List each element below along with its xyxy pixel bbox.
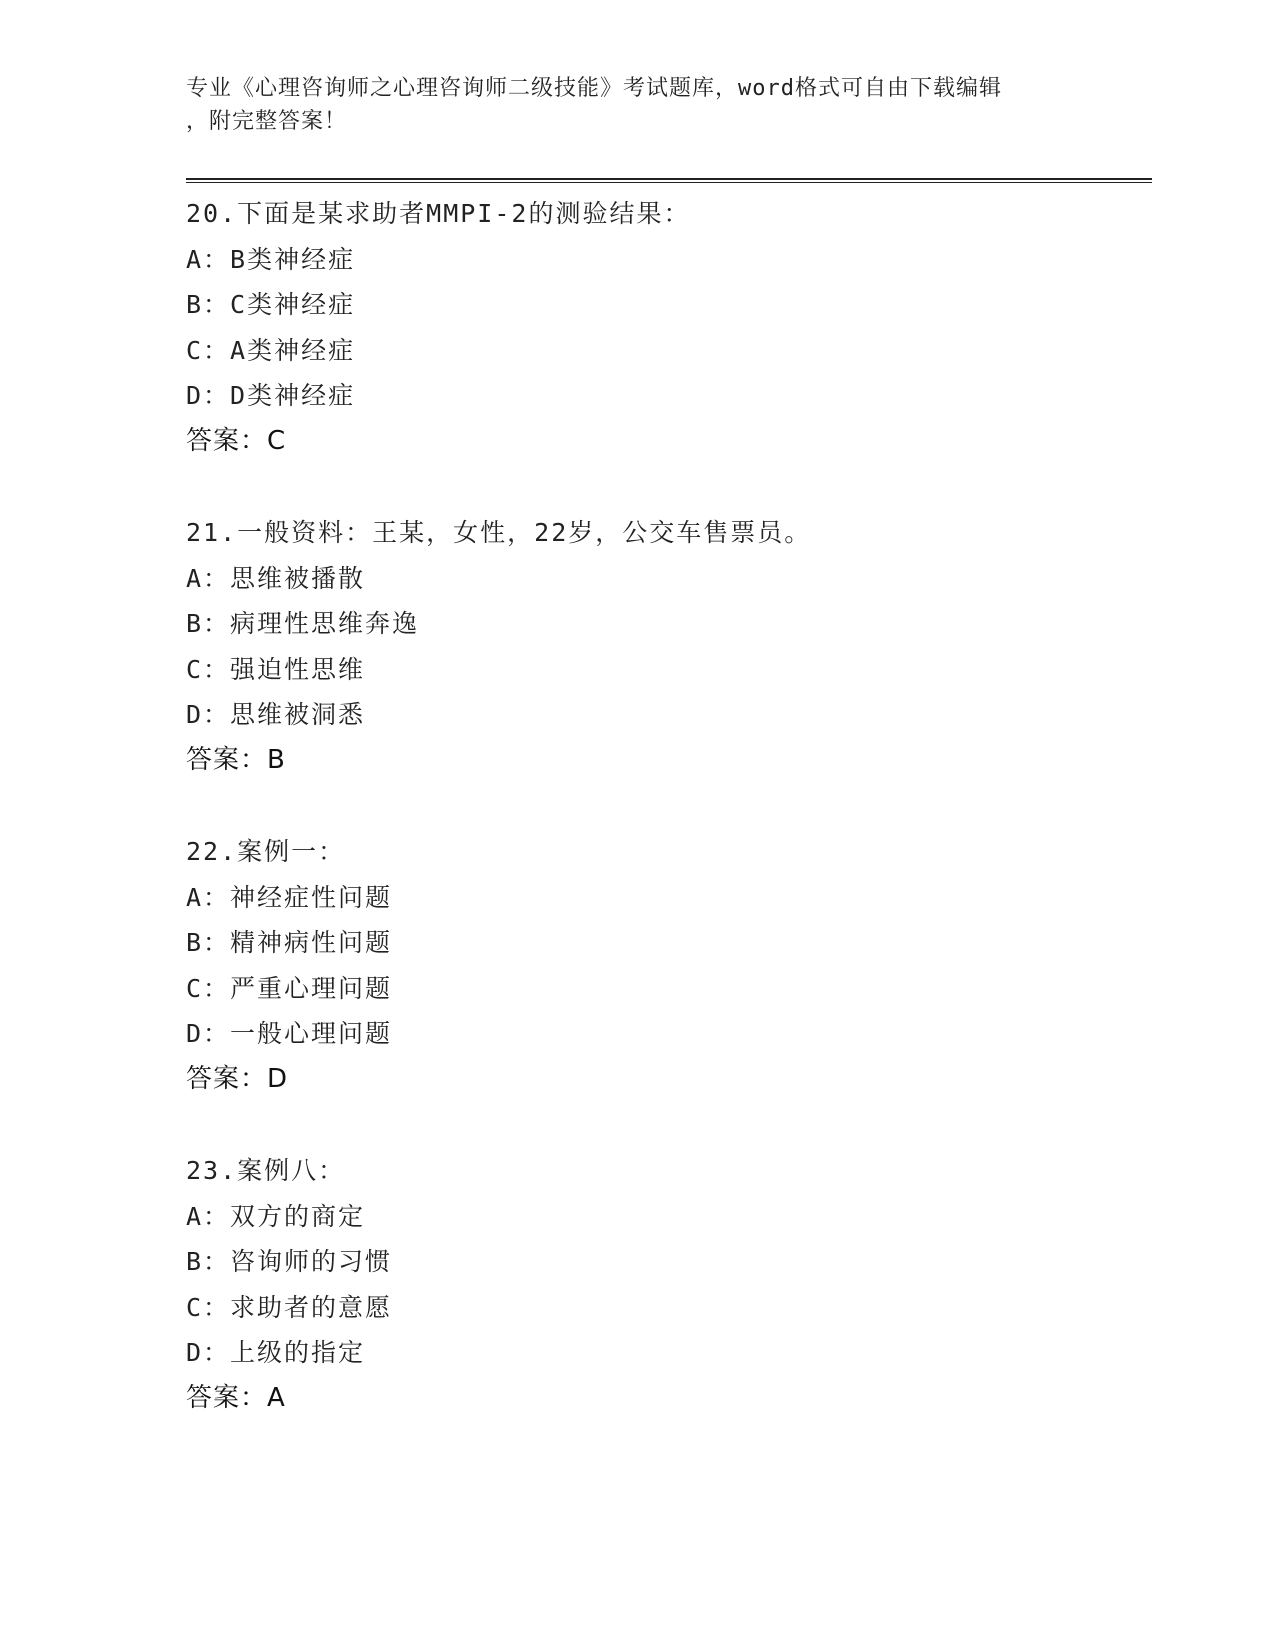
option-c: C：强迫性思维 — [186, 654, 366, 684]
option-c: C：求助者的意愿 — [186, 1292, 393, 1322]
option-c: C：严重心理问题 — [186, 973, 393, 1003]
header-line-1: 专业《心理咨询师之心理咨询师二级技能》考试题库，word格式可自由下载编辑 — [186, 76, 1002, 101]
option-b: B：病理性思维奔逸 — [186, 609, 420, 638]
option-b: B：咨询师的习惯 — [186, 1247, 393, 1276]
question-21 — [186, 510, 1146, 783]
answer-line: 答案：D — [186, 1063, 289, 1094]
option-b: B：C类神经症 — [186, 290, 356, 319]
option-a: A：双方的商定 — [186, 1201, 366, 1231]
option-d: D：上级的指定 — [186, 1338, 366, 1367]
question-stem: 21.一般资料：王某，女性，22岁，公交车售票员。 — [186, 518, 812, 547]
question-23 — [186, 1148, 1146, 1421]
option-d: D：D类神经症 — [186, 381, 356, 410]
option-a: A：B类神经症 — [186, 244, 356, 274]
option-d: D：思维被洞悉 — [186, 700, 366, 729]
question-list — [186, 191, 1146, 1467]
answer-line: 答案：A — [186, 1382, 286, 1413]
option-d: D：一般心理问题 — [186, 1019, 393, 1048]
option-a: A：神经症性问题 — [186, 882, 393, 912]
answer-line: 答案：C — [186, 425, 287, 456]
document-header — [186, 72, 1066, 138]
option-a: A：思维被播散 — [186, 563, 366, 593]
question-stem: 20.下面是某求助者MMPI-2的测验结果： — [186, 199, 691, 228]
question-stem: 23.案例八： — [186, 1156, 346, 1185]
answer-line: 答案：B — [186, 744, 286, 775]
question-20 — [186, 191, 1146, 464]
header-line-2: ，附完整答案！ — [186, 109, 348, 134]
option-c: C：A类神经症 — [186, 335, 356, 365]
question-22 — [186, 829, 1146, 1102]
header-divider — [186, 178, 1152, 183]
question-stem: 22.案例一： — [186, 837, 346, 866]
option-b: B：精神病性问题 — [186, 928, 393, 957]
